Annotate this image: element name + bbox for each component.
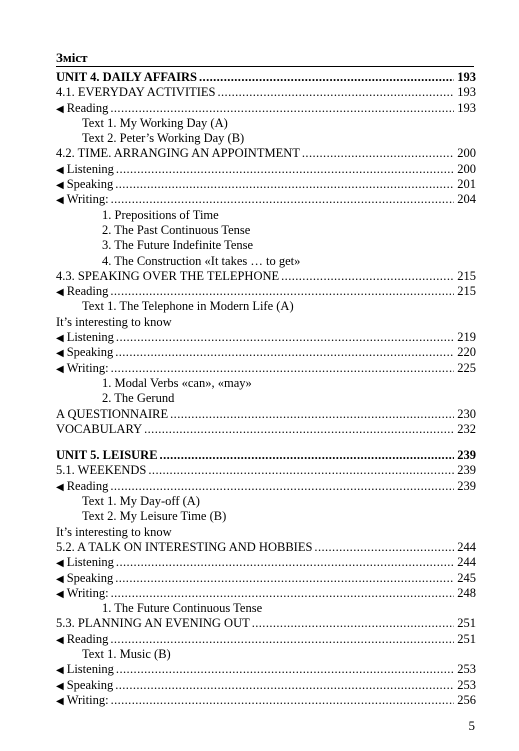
toc-entry-text: Writing: bbox=[66, 692, 109, 707]
toc-entry-page: 239 bbox=[457, 463, 476, 478]
toc-entry-text: Text 1. The Telephone in Modern Life (A) bbox=[82, 299, 294, 314]
left-triangle-icon: ◀ bbox=[56, 634, 64, 646]
toc-entry-label bbox=[56, 254, 300, 269]
toc-entry bbox=[56, 284, 476, 299]
toc-leader-dots bbox=[111, 192, 454, 207]
toc-entry-text: 1. The Future Continuous Tense bbox=[102, 601, 263, 616]
toc-leader-dots bbox=[218, 85, 455, 100]
toc-entry-label bbox=[56, 70, 197, 85]
page-header-title: Зміст bbox=[56, 50, 88, 65]
toc-entry bbox=[56, 70, 476, 85]
toc-entry-label bbox=[56, 345, 113, 361]
toc-entry-text: Reading bbox=[66, 100, 109, 115]
toc-entry-page: 193 bbox=[457, 100, 476, 115]
toc-entry-text: 3. The Future Indefinite Tense bbox=[102, 238, 254, 253]
toc-entry-page: 245 bbox=[457, 570, 476, 585]
toc-entry-page: 215 bbox=[457, 284, 476, 299]
toc-entry-label bbox=[56, 422, 142, 437]
header-rule bbox=[56, 66, 474, 67]
toc-entry-text: Writing: bbox=[66, 585, 109, 600]
toc-entry-text: VOCABULARY bbox=[56, 421, 143, 436]
toc-entry-label bbox=[56, 586, 109, 602]
toc-entry-page: 256 bbox=[457, 692, 476, 707]
toc-entry-label bbox=[56, 177, 113, 193]
toc-entry bbox=[56, 238, 476, 253]
toc-entry bbox=[56, 101, 476, 116]
toc-entry-label bbox=[56, 85, 216, 100]
toc-leader-dots bbox=[111, 693, 454, 708]
left-triangle-icon: ◀ bbox=[56, 164, 64, 176]
toc-entry-label bbox=[56, 479, 108, 495]
toc-entry bbox=[56, 299, 476, 314]
toc-entry-text: Reading bbox=[66, 284, 109, 299]
toc-entry-label bbox=[56, 376, 252, 391]
left-triangle-icon: ◀ bbox=[56, 348, 64, 360]
toc-entry-label bbox=[56, 525, 172, 540]
toc-entry-label bbox=[56, 391, 174, 406]
toc-entry bbox=[56, 146, 476, 161]
toc-entry-page: 239 bbox=[457, 448, 476, 463]
toc-entry-label bbox=[56, 361, 109, 377]
toc-entry-page: 232 bbox=[457, 421, 476, 436]
left-triangle-icon: ◀ bbox=[56, 558, 64, 570]
toc-entry-page: 200 bbox=[457, 146, 476, 161]
toc-leader-dots bbox=[148, 463, 454, 478]
toc-entry bbox=[56, 376, 476, 391]
toc-entry bbox=[56, 479, 476, 494]
toc-entry-page: 215 bbox=[457, 268, 476, 283]
toc-entry bbox=[56, 647, 476, 662]
toc-entry bbox=[56, 162, 476, 177]
toc-entry-text: 5.3. PLANNING AN EVENING OUT bbox=[56, 616, 250, 631]
page-number: 5 bbox=[468, 718, 475, 733]
toc-entry-label bbox=[56, 146, 300, 161]
toc-entry bbox=[56, 693, 476, 708]
toc-leader-dots bbox=[252, 616, 454, 631]
toc-entry bbox=[56, 571, 476, 586]
toc-entry bbox=[56, 361, 476, 376]
toc-entry bbox=[56, 116, 476, 131]
left-triangle-icon: ◀ bbox=[56, 680, 64, 692]
toc-entry-text: 2. The Gerund bbox=[102, 391, 175, 406]
toc-entry-text: 5.1. WEEKENDS bbox=[56, 463, 147, 478]
toc-entry-label bbox=[56, 647, 171, 662]
toc-entry bbox=[56, 525, 476, 540]
left-triangle-icon: ◀ bbox=[56, 103, 64, 115]
toc-entry-text: 1. Prepositions of Time bbox=[102, 207, 219, 222]
toc-entry-label bbox=[56, 571, 113, 587]
toc-entry bbox=[56, 345, 476, 360]
toc-entry-label bbox=[56, 192, 109, 208]
toc-entry-text: 2. The Past Continuous Tense bbox=[102, 222, 251, 237]
toc-entry-label bbox=[56, 330, 114, 346]
toc-leader-dots bbox=[314, 540, 454, 555]
toc-entry-page: 200 bbox=[457, 161, 476, 176]
left-triangle-icon: ◀ bbox=[56, 333, 64, 345]
toc-entry-label bbox=[56, 284, 108, 300]
toc-leader-dots bbox=[116, 162, 454, 177]
toc-entry-label bbox=[56, 662, 114, 678]
toc-leader-dots bbox=[110, 632, 454, 647]
toc-leader-dots bbox=[110, 101, 454, 116]
toc-entry bbox=[56, 509, 476, 524]
toc-entry-label bbox=[56, 616, 250, 631]
left-triangle-icon: ◀ bbox=[56, 481, 64, 493]
toc-entry bbox=[56, 662, 476, 677]
toc-leader-dots bbox=[199, 70, 454, 85]
toc-entry-text: It’s interesting to know bbox=[56, 524, 172, 539]
toc-entry-text: Reading bbox=[66, 478, 109, 493]
toc-entry-label bbox=[56, 223, 250, 238]
toc-entry-text: Text 1. My Day-off (A) bbox=[82, 494, 200, 509]
toc-entry-label bbox=[56, 315, 172, 330]
toc-entry bbox=[56, 254, 476, 269]
toc-entry-page: 193 bbox=[457, 85, 476, 100]
toc-entry-label bbox=[56, 101, 108, 117]
toc-entry bbox=[56, 223, 476, 238]
toc-entry-page: 253 bbox=[457, 677, 476, 692]
toc-entry-label bbox=[56, 540, 312, 555]
toc-entry-text: UNIT 5. LEISURE bbox=[56, 448, 158, 463]
toc-entry-text: Reading bbox=[66, 631, 109, 646]
toc-entry-page: 244 bbox=[457, 555, 476, 570]
table-of-contents bbox=[56, 70, 476, 708]
toc-entry-label bbox=[56, 162, 114, 178]
toc-leader-dots bbox=[115, 345, 454, 360]
toc-entry-label bbox=[56, 693, 109, 709]
toc-entry-label bbox=[56, 448, 158, 463]
toc-entry-page: 253 bbox=[457, 662, 476, 677]
toc-entry-text: Speaking bbox=[66, 677, 114, 692]
toc-entry-label bbox=[56, 601, 262, 616]
left-triangle-icon: ◀ bbox=[56, 180, 64, 192]
toc-entry-page: 204 bbox=[457, 192, 476, 207]
toc-entry-page: 220 bbox=[457, 345, 476, 360]
toc-entry-text: 1. Modal Verbs «can», «may» bbox=[102, 375, 252, 390]
toc-entry bbox=[56, 330, 476, 345]
left-triangle-icon: ◀ bbox=[56, 363, 64, 375]
toc-entry-page: 248 bbox=[457, 585, 476, 600]
toc-leader-dots bbox=[160, 448, 454, 463]
toc-entry bbox=[56, 407, 476, 422]
toc-entry-page: 225 bbox=[457, 360, 476, 375]
toc-entry-text: It’s interesting to know bbox=[56, 314, 172, 329]
toc-entry bbox=[56, 85, 476, 100]
toc-entry bbox=[56, 192, 476, 207]
toc-entry-label bbox=[56, 509, 226, 524]
toc-entry bbox=[56, 616, 476, 631]
toc-entry-label bbox=[56, 269, 279, 284]
toc-leader-dots bbox=[110, 479, 454, 494]
toc-entry bbox=[56, 678, 476, 693]
toc-entry-text: Text 2. My Leisure Time (B) bbox=[82, 509, 227, 524]
toc-entry-text: 4. The Construction «It takes … to get» bbox=[102, 253, 301, 268]
toc-entry-text: 4.3. SPEAKING OVER THE TELEPHONE bbox=[56, 268, 280, 283]
toc-entry-label bbox=[56, 116, 228, 131]
toc-leader-dots bbox=[115, 571, 454, 586]
toc-entry bbox=[56, 422, 476, 437]
toc-leader-dots bbox=[281, 269, 454, 284]
toc-entry bbox=[56, 315, 476, 330]
toc-entry-text: Writing: bbox=[66, 360, 109, 375]
toc-entry-text: Listening bbox=[66, 662, 114, 677]
toc-entry bbox=[56, 632, 476, 647]
toc-entry-text: Text 1. Music (B) bbox=[82, 646, 171, 661]
toc-entry-page: 251 bbox=[457, 616, 476, 631]
toc-entry-label bbox=[56, 238, 253, 253]
toc-leader-dots bbox=[116, 555, 454, 570]
toc-entry-page: 193 bbox=[457, 70, 476, 84]
toc-entry-page: 201 bbox=[457, 177, 476, 192]
toc-leader-dots bbox=[170, 407, 454, 422]
left-triangle-icon: ◀ bbox=[56, 588, 64, 600]
toc-entry-text: Speaking bbox=[66, 570, 114, 585]
toc-entry bbox=[56, 601, 476, 616]
toc-entry-label bbox=[56, 555, 114, 571]
toc-entry-text: Listening bbox=[66, 555, 114, 570]
toc-leader-dots bbox=[111, 361, 454, 376]
toc-entry bbox=[56, 391, 476, 406]
toc-entry-label bbox=[56, 463, 146, 478]
toc-entry bbox=[56, 269, 476, 284]
toc-leader-dots bbox=[116, 662, 454, 677]
toc-entry-text: Text 1. My Working Day (A) bbox=[82, 115, 228, 130]
toc-entry bbox=[56, 131, 476, 146]
toc-entry-text: Speaking bbox=[66, 177, 114, 192]
toc-entry-page: 239 bbox=[457, 478, 476, 493]
toc-leader-dots bbox=[115, 678, 454, 693]
left-triangle-icon: ◀ bbox=[56, 195, 64, 207]
toc-entry bbox=[56, 208, 476, 223]
toc-entry-text: 4.1. EVERYDAY ACTIVITIES bbox=[56, 85, 216, 100]
toc-entry-page: 230 bbox=[457, 406, 476, 421]
toc-entry-text: UNIT 4. DAILY AFFAIRS bbox=[56, 70, 198, 84]
toc-entry bbox=[56, 448, 476, 463]
toc-entry-label bbox=[56, 632, 108, 648]
toc-entry-label bbox=[56, 678, 113, 694]
toc-leader-dots bbox=[111, 586, 454, 601]
left-triangle-icon: ◀ bbox=[56, 573, 64, 585]
toc-leader-dots bbox=[115, 177, 454, 192]
toc-entry-label bbox=[56, 407, 168, 422]
toc-entry bbox=[56, 177, 476, 192]
toc-entry bbox=[56, 494, 476, 509]
toc-entry-label bbox=[56, 208, 219, 223]
toc-entry-text: Speaking bbox=[66, 345, 114, 360]
toc-entry-text: 5.2. A TALK ON INTERESTING AND HOBBIES bbox=[56, 539, 313, 554]
toc-entry-page: 251 bbox=[457, 631, 476, 646]
toc-entry bbox=[56, 586, 476, 601]
toc-entry-text: A QUESTIONNAIRE bbox=[56, 406, 169, 421]
toc-entry bbox=[56, 555, 476, 570]
toc-entry bbox=[56, 463, 476, 478]
toc-entry-text: Text 2. Peter’s Working Day (B) bbox=[82, 131, 245, 146]
toc-entry-label bbox=[56, 494, 200, 509]
toc-leader-dots bbox=[302, 146, 454, 161]
toc-entry-text: Writing: bbox=[66, 192, 109, 207]
toc-leader-dots bbox=[110, 284, 454, 299]
toc-entry-label bbox=[56, 299, 294, 314]
toc-leader-dots bbox=[116, 330, 454, 345]
left-triangle-icon: ◀ bbox=[56, 665, 64, 677]
toc-entry bbox=[56, 540, 476, 555]
left-triangle-icon: ◀ bbox=[56, 287, 64, 299]
toc-entry-text: 4.2. TIME. ARRANGING AN APPOINTMENT bbox=[56, 146, 300, 161]
toc-entry-page: 219 bbox=[457, 330, 476, 345]
toc-leader-dots bbox=[144, 422, 454, 437]
toc-entry-label bbox=[56, 131, 244, 146]
toc-entry-text: Listening bbox=[66, 161, 114, 176]
toc-entry-text: Listening bbox=[66, 330, 114, 345]
left-triangle-icon: ◀ bbox=[56, 695, 64, 707]
toc-entry-page: 244 bbox=[457, 539, 476, 554]
